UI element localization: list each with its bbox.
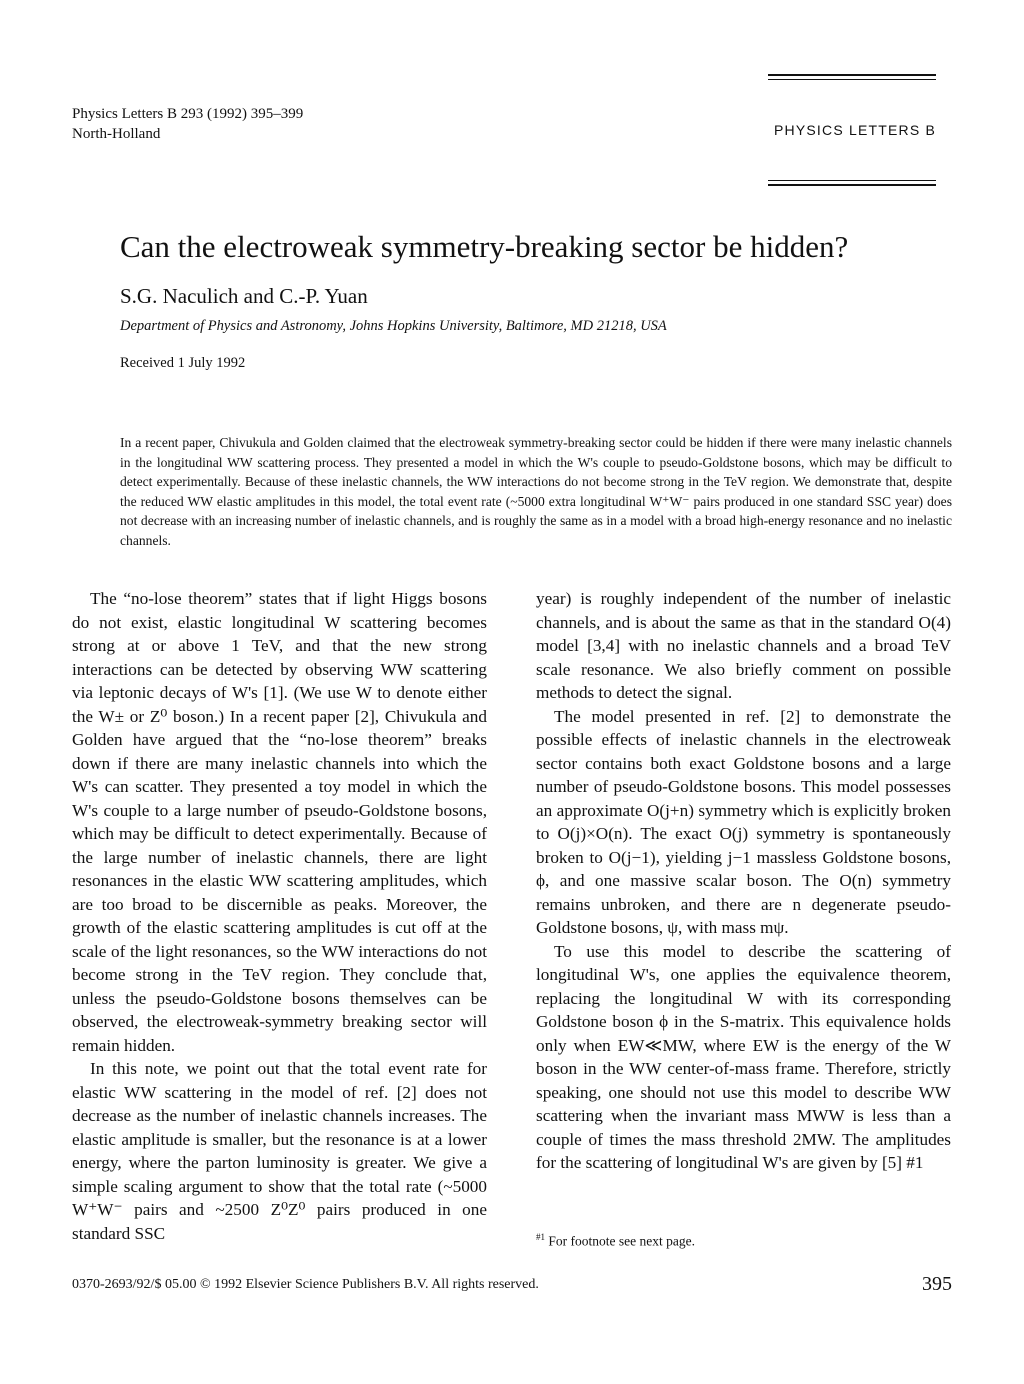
publisher: North-Holland (72, 126, 161, 142)
body-column-left (72, 587, 487, 1245)
header-rule-bottom (768, 180, 936, 189)
footnote (536, 1232, 695, 1250)
abstract: In a recent paper, Chivukula and Golden claimed that the electroweak symmetry-breaking sector could be hidden if there were many inelastic channels in the longitudinal WW scattering process. They presented a model in which the W's couple to pseudo-Goldstone bosons, which may be difficult to detect experimentally. Because of these inelastic channels, the WW interactions do not become strong in the TeV region. We demonstrate that, despite the reduced WW elastic amplitudes in this model, the total event rate (~5000 extra longitudinal W⁺W⁻ pairs produced in one standard SSC year) does not decrease with an increasing number of inelastic channels, and is roughly the same as in a model with a broad high-energy resonance and no inelastic channels. (120, 435, 952, 548)
author-affiliation: Department of Physics and Astronomy, Johns Hopkins University, Baltimore, MD 21218, USA (120, 318, 667, 334)
body-paragraph: To use this model to describe the scattering of longitudinal W's, one applies the equivalence theorem, replacing the longitudinal W with its corresponding Goldstone boson ϕ in the S-matrix. This equivalence holds only when EW≪MW, where EW is the energy of the W boson in the WW center-of-mass frame. Therefore, strictly speaking, one should not use this model to describe WW scattering when the invariant mass MWW is less than a couple of times the mass threshold 2MW. The amplitudes for the scattering of longitudinal W's are given by [5] #1 (536, 941, 951, 1172)
body-paragraph: The model presented in ref. [2] to demonstrate the possible effects of inelastic channels in the electroweak sector contains both exact Goldstone bosons and a large number of pseudo-Goldstone bosons. This model possesses an approximate O(j+n) symmetry which is explicitly broken to O(j)×O(n). The exact O(j) symmetry is spontaneously broken to O(j−1), yielding j−1 massless Goldstone bosons, ϕ, and one massive scalar boson. The O(n) symmetry remains unbroken, and there are n degenerate pseudo-Goldstone bosons, ψ, with mass mψ. (536, 706, 951, 937)
body-column-right (536, 587, 951, 1175)
received-date: Received 1 July 1992 (120, 355, 246, 371)
footnote-mark: #1 (536, 1232, 545, 1242)
page-number: 395 (922, 1273, 952, 1295)
header-rule-top (768, 74, 936, 83)
body-paragraph: The “no-lose theorem” states that if light Higgs bosons do not exist, elastic longitudinal W scattering becomes strong at or above 1 TeV, and that the new strong interactions can be detected by observing WW scattering via leptonic decays of W's [1]. (We use W to denote either the W± or Z⁰ boson.) In a recent paper [2], Chivukula and Golden have argued that the “no-lose theorem” breaks down if there are many inelastic channels into which the W's can scatter. They presented a toy model in which the W's couple to a large number of pseudo-Goldstone bosons, which may be difficult to detect experimentally. Because of the large number of inelastic channels, there are light resonances in the elastic WW scattering amplitudes, which are too broad to be discernible as peaks. Moreover, the growth of the elastic scattering amplitudes is cut off at the scale of the light resonances, so the WW interactions do not become strong in the TeV region. They conclude that, unless the pseudo-Goldstone bosons themselves can be observed, the electroweak-symmetry breaking sector will remain hidden. (72, 589, 487, 1055)
body-paragraph: In this note, we point out that the total event rate for elastic WW scattering in the model of ref. [2] does not decrease as the number of inelastic channels increases. The elastic amplitude is smaller, but the resonance is at a lower energy, where the parton luminosity is greater. We give a simple scaling argument to show that the total rate (~5000 W⁺W⁻ pairs and ~2500 Z⁰Z⁰ pairs produced in one standard SSC (72, 1059, 487, 1243)
journal-name: PHYSICS LETTERS B (774, 122, 936, 138)
copyright-line: 0370-2693/92/$ 05.00 © 1992 Elsevier Science Publishers B.V. All rights reserved. (72, 1277, 539, 1292)
article-authors: S.G. Naculich and C.-P. Yuan (120, 284, 368, 308)
footnote-text: For footnote see next page. (548, 1233, 695, 1249)
body-paragraph-continued: year) is roughly independent of the number of inelastic channels, and is about the same as that in the standard O(4) model [3,4] with no inelastic channels and a broad TeV scale resonance. We also briefly comment on possible methods to detect the signal. (536, 589, 951, 702)
article-title: Can the electroweak symmetry-breaking sector be hidden? (120, 229, 849, 264)
journal-reference (72, 104, 303, 144)
journal-citation: Physics Letters B 293 (1992) 395–399 (72, 106, 304, 122)
